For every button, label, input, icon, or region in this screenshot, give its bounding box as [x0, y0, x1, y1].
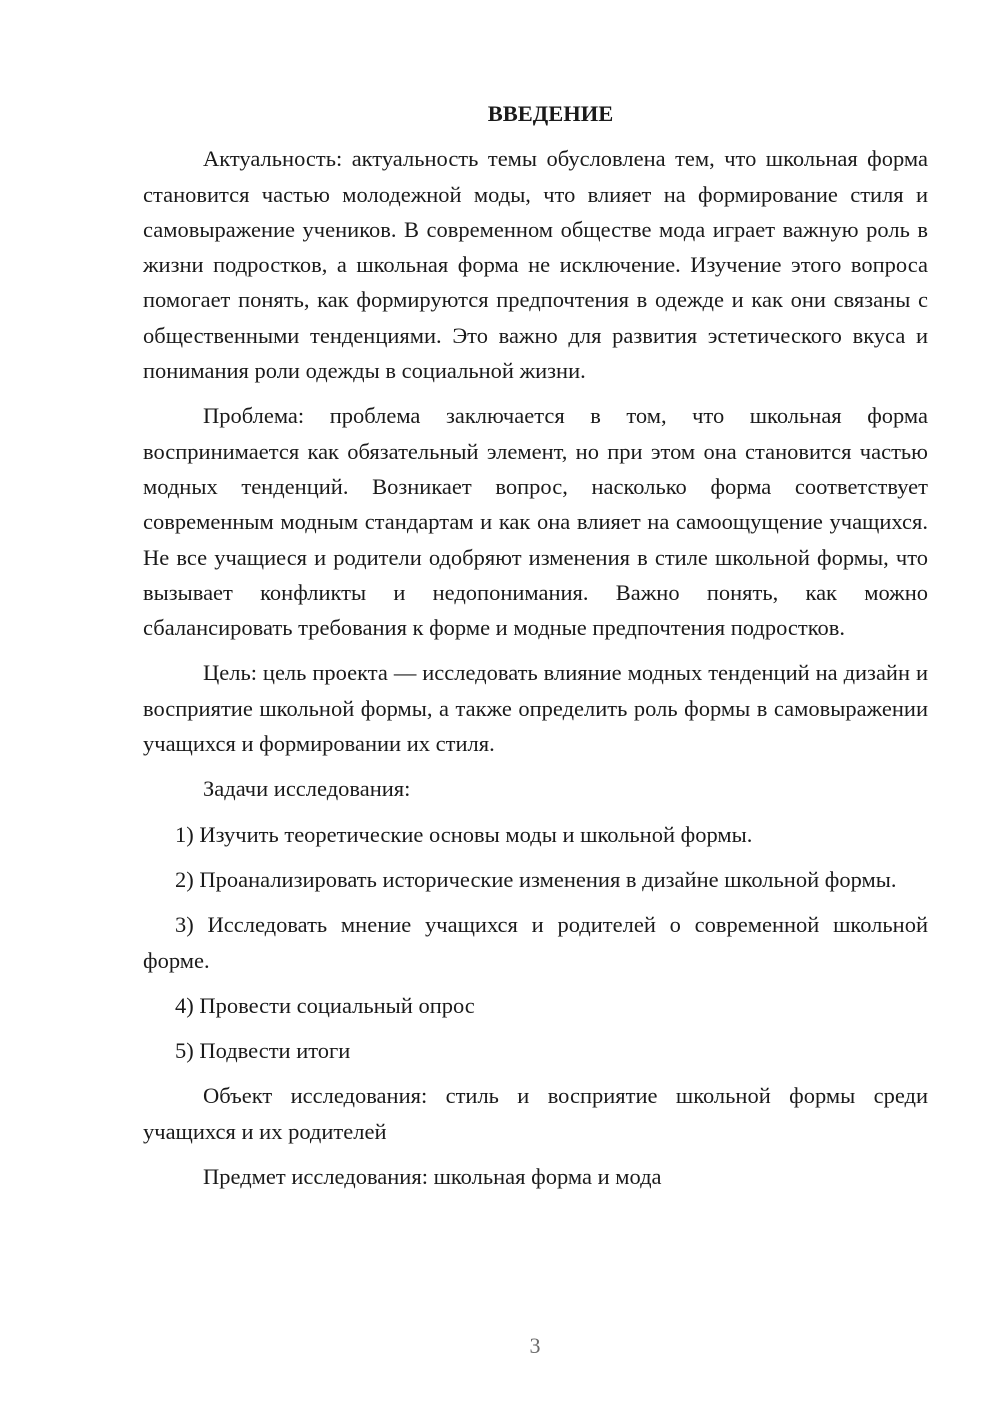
problem-paragraph: Проблема: проблема заключается в том, что школьная форма воспринимается как обязательный элемент, но при этом она становится частью модных тенденций. Возникает вопрос, насколько форма соответствует современным модным стандартам и как она влияет на самоощущение учащихся. Не все учащиеся и родители одобряют изменения в стиле школьной формы, что вызывает конфликты и недопонимания. Важно понять, как можно сбалансировать требования к форме и модные предпочтения подростков.: [143, 403, 928, 641]
task-item: 3) Исследовать мнение учащихся и родителей о современной школьной форме.: [143, 912, 928, 973]
task-item: 1) Изучить теоретические основы моды и школьной формы.: [175, 821, 753, 847]
section-heading: ВВЕДЕНИЕ: [487, 101, 614, 126]
goal-paragraph: Цель: цель проекта — исследовать влияние модных тенденций на дизайн и восприятие школьной формы, а также определить роль формы в самовыражении учащихся и формировании их стиля.: [143, 660, 928, 757]
task-item: 4) Провести социальный опрос: [175, 992, 475, 1018]
relevance-paragraph: Актуальность: актуальность темы обусловлена тем, что школьная форма становится частью молодежной моды, что влияет на формирование стиля и самовыражение учеников. В современном обществе мода играет важную роль в жизни подростков, а школьная форма не исключение. Изучение этого вопроса помогает понять, как формируются предпочтения в одежде и как они связаны с общественными тенденциями. Это важно для развития эстетического вкуса и понимания роли одежды в социальной жизни.: [143, 146, 928, 384]
document-page: [143, 96, 928, 1204]
tasks-heading: Задачи исследования:: [203, 776, 411, 802]
task-item: 5) Подвести итоги: [175, 1038, 351, 1064]
object-paragraph: Объект исследования: стиль и восприятие школьной формы среди учащихся и их родителей: [143, 1083, 928, 1144]
subject-paragraph: Предмет исследования: школьная форма и мода: [203, 1164, 662, 1190]
page-number: 3: [529, 1333, 541, 1358]
task-item: 2) Проанализировать исторические изменения в дизайне школьной формы.: [175, 866, 897, 892]
